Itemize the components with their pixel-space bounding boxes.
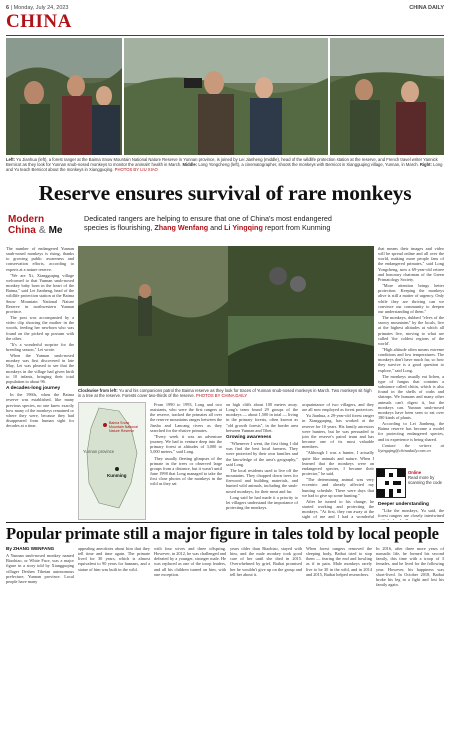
- paragraph: "Although I was a hunter, I actually quite like animals and nature. When I learned that the monkeys were an endangered species, I became their protector," he said.: [302, 450, 374, 477]
- section-title: CHINA: [6, 11, 72, 32]
- qr-label: Online: [408, 470, 422, 475]
- photo-credit: PHOTOS BY CHINA DAILY: [196, 393, 248, 398]
- paragraph: on high cliffs about 100 meters away. Long's team found 29 groups of the monkeys — about 1,500 in total — living in the primary forests, often known as "old growth forests", in the border area between Yunnan and Tibet.: [226, 402, 298, 433]
- paragraph: The number of endangered Yunnan snub-nosed monkeys is rising, thanks to growing public awareness and conservation efforts, according to experts at a nature reserve.: [6, 246, 74, 272]
- paragraph: Yu Jianhua, a 29-year-old forest ranger in Xiangguqing, has worked at the reserve for 10 years. His family ancestors were hunters, but he was persuaded to join the reserve's patrol team and has become one of its most valuable members.: [302, 413, 374, 450]
- bottom-divider: [6, 522, 444, 523]
- secondary-headline: Popular primate still a major figure in tales told by local people: [6, 524, 439, 543]
- logo-word-modern: Modern: [8, 214, 45, 225]
- caption-label-left: Left:: [6, 157, 16, 162]
- paragraph: The local residents used to live off the mountains. They chopped down trees for firewood and building materials, and hunted wild animals, including the snub-nosed monkeys, for their meat and fur.: [226, 467, 298, 494]
- qr-caption: [408, 470, 446, 485]
- photo-reserve-collage: [78, 246, 374, 386]
- page-info: 6 | Monday, July 24, 2023: [6, 5, 69, 11]
- caption-text-right: Long and Yu teach Bernicot about the monkeys in Xiangguqing.: [6, 162, 443, 172]
- qr-pattern: [377, 469, 405, 497]
- author-2: Li Yingqing: [224, 223, 263, 232]
- logo-word-china: China: [8, 225, 36, 236]
- caption-label-middle: Middle:: [182, 162, 198, 167]
- qr-text: Read more by scanning the code: [408, 475, 442, 485]
- paragraph: "Whenever I went, the first thing I did was find the best local farmers. They were protected by their own families and the knowledge of the area's geography," said Long.: [226, 441, 298, 467]
- byline: By ZHANG WENFANG: [6, 546, 55, 551]
- photo-credit: PHOTOS BY LIU XIAO: [114, 167, 158, 172]
- article-column-6: [378, 500, 444, 520]
- deck-and: and: [210, 223, 223, 232]
- paragraph: "Every week it was an adventure journey. We had to venture deep into the primary forest at altitudes of 3,000 to 5,000 meters," said Long.: [150, 433, 222, 455]
- masthead-small: [409, 5, 444, 11]
- qr-code-icon[interactable]: [376, 468, 406, 498]
- paragraph: "We are Xi, Xiangguqing village welcomed to that Yunnan snub-nosed monkey baby born in the heart of the Baima," said Lei Jianheng, head of the wildlife protection station at the Baima Snow Mountain National Nature Reserve in northwestern Yunnan province.: [6, 272, 74, 314]
- map-label-city: Kunming: [107, 473, 127, 478]
- paper-name: CHINA DAILY: [409, 5, 444, 11]
- page-number: 6: [6, 5, 10, 11]
- paragraph: From 1990 to 1993, Long and two assistants, who were the first rangers at the reserve, tracked the primates all over the reserve mountains ranges between the Jinsha and Lancang rivers as they searched for the elusive primates.: [150, 402, 222, 433]
- paragraph: They usually fleeting glimpses of the primate in the trees or observed large groups from a distance, but it wasn't until June 1998 that Long managed to take the first close photos of the monkeys in the wild as they sat: [150, 455, 222, 487]
- paragraph: Long said he had made it a priority to let villagers understand the importance of protecting the monkeys.: [226, 494, 298, 510]
- paragraph: "The determining animal was very eccentric and already affected my hunting schedule. There were days that we had to give up some hunting.": [302, 477, 374, 498]
- subhead-deeper-understanding: Deeper understanding: [378, 502, 429, 507]
- bottom-column-2: [78, 546, 150, 742]
- main-headline: Reserve ensures survival of rare monkeys: [38, 181, 412, 205]
- paragraph: The post was accompanied by a video clip showing the mother in the woods, feeding her newborn who was found on the picked up possum with the other.: [6, 315, 74, 341]
- deck-end: report from Kunming: [264, 223, 331, 232]
- article-column-1: [6, 246, 74, 520]
- article-deck: [84, 214, 334, 232]
- bottom-column-4: [230, 546, 302, 742]
- bottom-column-1: [6, 546, 74, 742]
- subhead-decades-journey: A decades-long journey: [6, 386, 61, 392]
- article-column-7: [378, 246, 444, 466]
- paragraph: years older than Biaobiao, stayed with him, and the male monkey took good care of her until she died in 2015. Overwhelmed by grief, Baibai promised her he wouldn't give up on the group and tell her about it.: [230, 546, 302, 577]
- top-photo-caption: [6, 157, 444, 172]
- author-1: Zhang Wenfang: [154, 223, 209, 232]
- paragraph: "It's a wonderful surprise for the breeding season," Lei wrote.: [6, 341, 74, 352]
- map-label-reserve: Baima Snow Mountain National Nature Reserve: [109, 421, 138, 433]
- logo-ampersand: &: [38, 225, 46, 236]
- paragraph: acquaintance of two villagers, and they are all now employed as forest protectors.: [302, 402, 374, 413]
- article-column-4: [226, 402, 298, 520]
- caption-text-left: Yu Jianhua (left), a forest ranger at the Baima Snow Mountain National Nature Reserve in Yunnan province, is joined by Lei Jianheng (middle), head of the wildlife protection station at the reserve, and French travel writer Yannick Bernicot as they look for Yunnan snub-nosed monkeys to monitor the animals' health in March.: [6, 157, 438, 167]
- paragraph: with four wives and three offspring. However, in 2012, he was challenged and defeated by a younger, stronger male. He was replaced as one of the troop leaders, and all his children turned on him, with one exception.: [154, 546, 226, 577]
- caption-text-middle: Long Yongcheng (left), a cinematographer, shoots the monkeys with Bernicot in Xiangguqing village, Yunnan, in March.: [198, 162, 419, 167]
- paragraph: After he turned to his change, he started working and protecting the monkeys. "At first, they ran away at the sight of me and I had a wonderful: [302, 498, 374, 520]
- paragraph: The monkeys, dubbed "elves of the snowy mountains" by the locals, live at the highest altitudes at which all primates live, moving to what are called 'the coldest regions of the world'.: [378, 315, 444, 346]
- paragraph: appealing anecdotes about him that they tell time and time again. The primate lived for 30 years, which is almost equivalent to 90 years for humans, and a statue of him was built in the wild.: [78, 546, 150, 572]
- section-divider: [6, 35, 444, 36]
- paragraph: In 2016, after three more years of nomadic life, he formed his second family, this time with a troop of 3 females, and he lived for the following year. However, his happiness was short-lived. In October 2018, Baibai broke his leg in a fight and lost his family again.: [376, 546, 444, 588]
- photo-cinematographer-filming: [124, 38, 328, 155]
- issue-date: Monday, July 24, 2023: [13, 5, 69, 11]
- yunnan-map: [78, 402, 146, 520]
- map-label-province: Yunnan province: [83, 449, 115, 454]
- caption-text: Yu and his companions patrol the Baima reserve as they look for traces of Yunnan snub-nosed monkeys in March. Two monkeys sit high in a tree at the reserve. Forests cover two-thirds of the reserve.: [78, 388, 372, 398]
- caption-label: Clockwise from left:: [78, 388, 118, 393]
- bottom-column-5: [306, 546, 372, 742]
- logo-word-me: Me: [48, 225, 63, 236]
- article-column-5: [302, 402, 374, 520]
- paragraph: "More attention brings better protection. Keeping the monkeys alive is still a matter of urgency. Only while they are thriving can we convince our community to deepen our understanding of them.": [378, 283, 444, 314]
- paragraph: In the 1960s, when the Baima reserve was established, like many previous species, no one knew exactly how many of the monkeys remained or where they were, because they had disappeared from human sight for decades at a time.: [6, 392, 74, 429]
- caption-label-right: Right:: [419, 162, 432, 167]
- photo-ranger-teaching: [330, 38, 444, 155]
- paragraph: that means their images and video will be spread online and all over the world, making more people fans of the endangered primates," said Long Yongcheng, now a 69-year-old retiree and honorary chairman of the Green Primatology Society.: [378, 246, 444, 282]
- photo-ranger-and-travelers: [6, 38, 122, 155]
- article-column-3: [150, 402, 222, 520]
- paragraph: When forest rangers removed the sleeping body, Baibai tried to stop them — fearing the end and howling as if in pain. Male monkeys rarely live to be 30 in the wild, and in 2014 and 2015, Baibai helped researchers.: [306, 546, 372, 577]
- subhead-growing-awareness: Growing awareness: [226, 434, 272, 440]
- paragraph: According to Lei Jianheng, the Baima reserve has become a model for protecting endangered species, and its experience is being shared.: [378, 421, 444, 442]
- modern-china-me-logo: [8, 214, 78, 248]
- deck-text: Dedicated rangers are helping to ensure that one of China's most endangered species is flourishing,: [84, 214, 332, 232]
- paragraph: The monkeys usually eat lichen, a type of fungus that contains a substance called chitin, which is also found in the shells of crabs and shrimps. We humans and many other animals can't digest it, but the monkeys can. Yunnan snub-nosed monkeys have been seen to eat over 180 kinds of plants.: [378, 373, 444, 420]
- contact-writers: Contact the writers at liyingqing@chinadaily.com.cn: [378, 442, 444, 453]
- bottom-column-3: [154, 546, 226, 742]
- paragraph: When the Yunnan snub-nosed monkey was first discovered in late May, Lei was pleased to see that the monkeys in the village had given birth to 10 infants, bringing their total population to about 96.: [6, 353, 74, 384]
- photo-collage-caption: [78, 388, 374, 398]
- paragraph: A Yunnan snub-nosed monkey named Biaobiao, or White Face, was a major figure in a story told by Xiangguqing villager Deshen Tibetan autonomous prefecture, Yunnan province. Local people have many: [6, 553, 74, 584]
- paragraph: "Like the monkeys, Yu said, the forest rangers are closely intertwined: [378, 508, 444, 519]
- bottom-column-6: [376, 546, 444, 742]
- paragraph: "High altitude often means extreme conditions and low temperatures. The monkeys don't have much fur, so how they survive is a good question to explore," said Long.: [378, 346, 444, 373]
